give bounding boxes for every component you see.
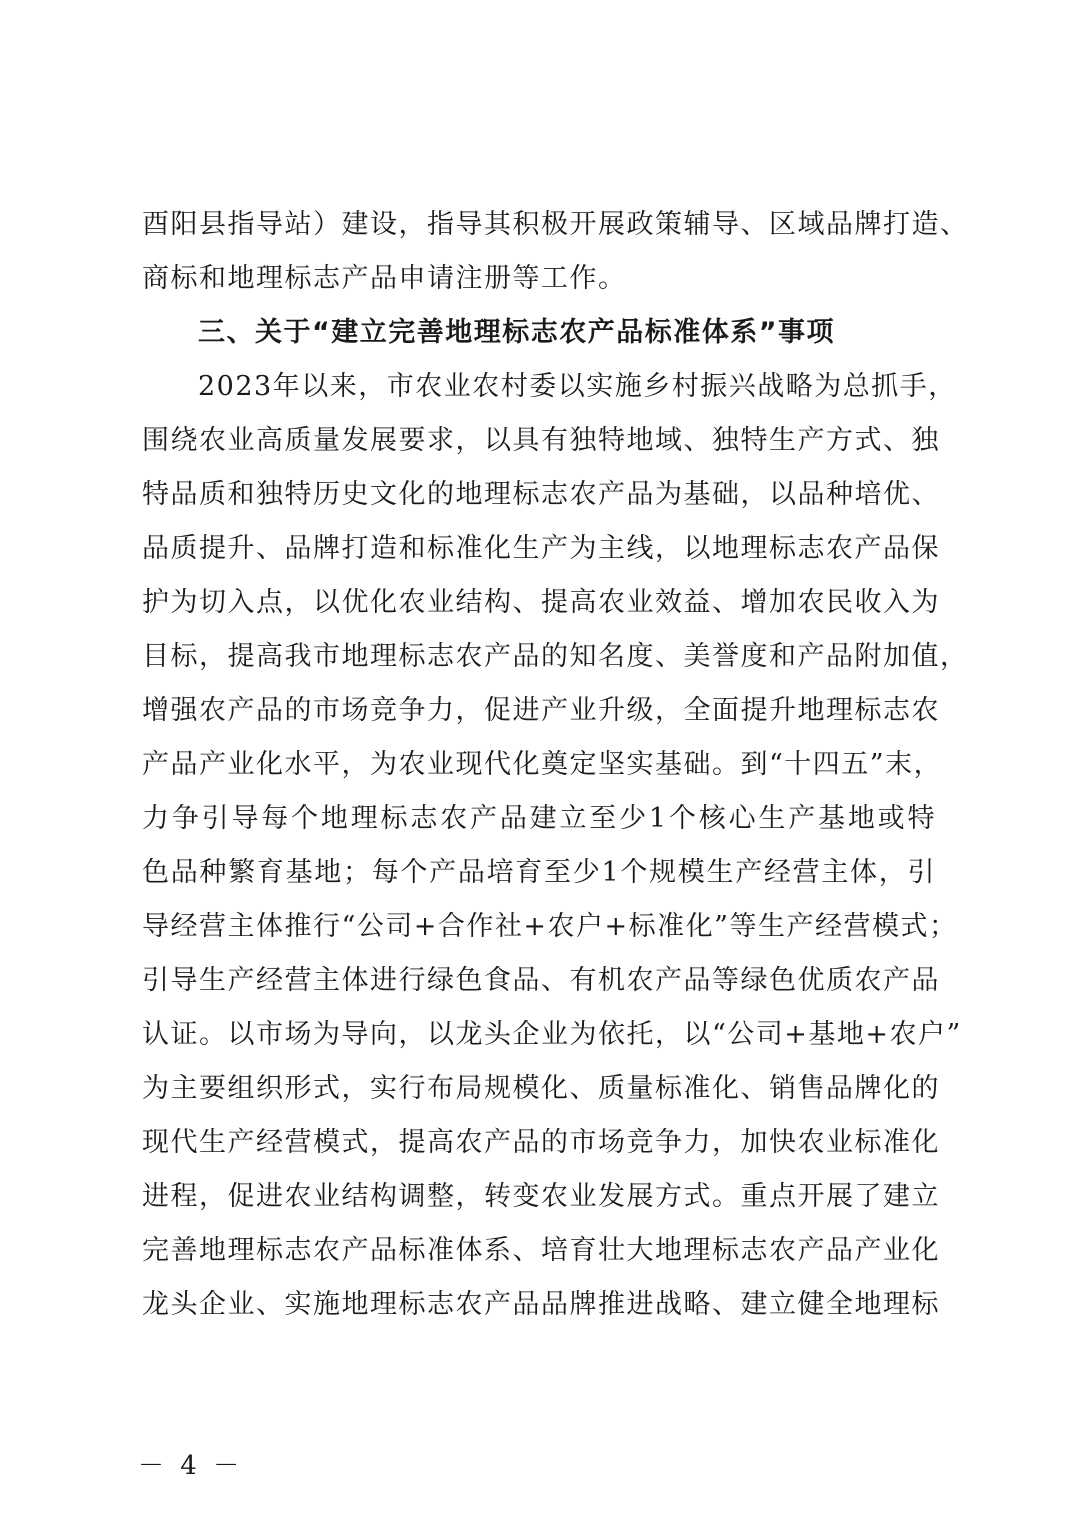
text-line: 力争引导每个地理标志农产品建立至少1个核心生产基地或特 (142, 803, 936, 834)
text-line: 现代生产经营模式，提高农产品的市场竞争力，加快农业标准化 (142, 1127, 940, 1158)
text-line: 品质提升、品牌打造和标准化生产为主线，以地理标志农产品保 (142, 533, 940, 564)
text-line: 产品产业化水平，为农业现代化奠定坚实基础。到“十四五”末， (142, 749, 943, 780)
text-line: 增强农产品的市场竞争力，促进产业升级，全面提升地理标志农 (142, 695, 940, 726)
text-line: 2023年以来，市农业农村委以实施乡村振兴战略为总抓手， (198, 371, 957, 402)
text-line: 进程，促进农业结构调整，转变农业发展方式。重点开展了建立 (142, 1181, 940, 1212)
text-line: 特品质和独特历史文化的地理标志农产品为基础，以品种培优、 (142, 479, 940, 510)
text-line: 完善地理标志农产品标准体系、培育壮大地理标志农产品产业化 (142, 1235, 940, 1266)
text-line: 围绕农业高质量发展要求，以具有独特地域、独特生产方式、独 (142, 425, 940, 456)
section-heading: 三、关于“建立完善地理标志农产品标准体系”事项 (198, 317, 835, 348)
page-number: － 4 － (138, 1451, 244, 1481)
text-line: 商标和地理标志产品申请注册等工作。 (142, 263, 627, 294)
text-line: 认证。以市场为导向，以龙头企业为依托，以“公司+基地+农户” (142, 1019, 962, 1050)
text-line: 护为切入点，以优化农业结构、提高农业效益、增加农民收入为 (142, 587, 940, 618)
text-line: 目标，提高我市地理标志农产品的知名度、美誉度和产品附加值， (142, 641, 969, 672)
text-line: 色品种繁育基地；每个产品培育至少1个规模生产经营主体，引 (142, 857, 936, 888)
text-line: 引导生产经营主体进行绿色食品、有机农产品等绿色优质农产品 (142, 965, 940, 996)
text-line: 龙头企业、实施地理标志农产品品牌推进战略、建立健全地理标 (142, 1289, 940, 1320)
body-text (142, 198, 969, 1332)
text-line: 酉阳县指导站）建设，指导其积极开展政策辅导、区域品牌打造、 (142, 209, 969, 240)
text-line: 为主要组织形式，实行布局规模化、质量标准化、销售品牌化的 (142, 1073, 940, 1104)
text-line: 导经营主体推行“公司+合作社+农户+标准化”等生产经营模式； (142, 911, 958, 942)
